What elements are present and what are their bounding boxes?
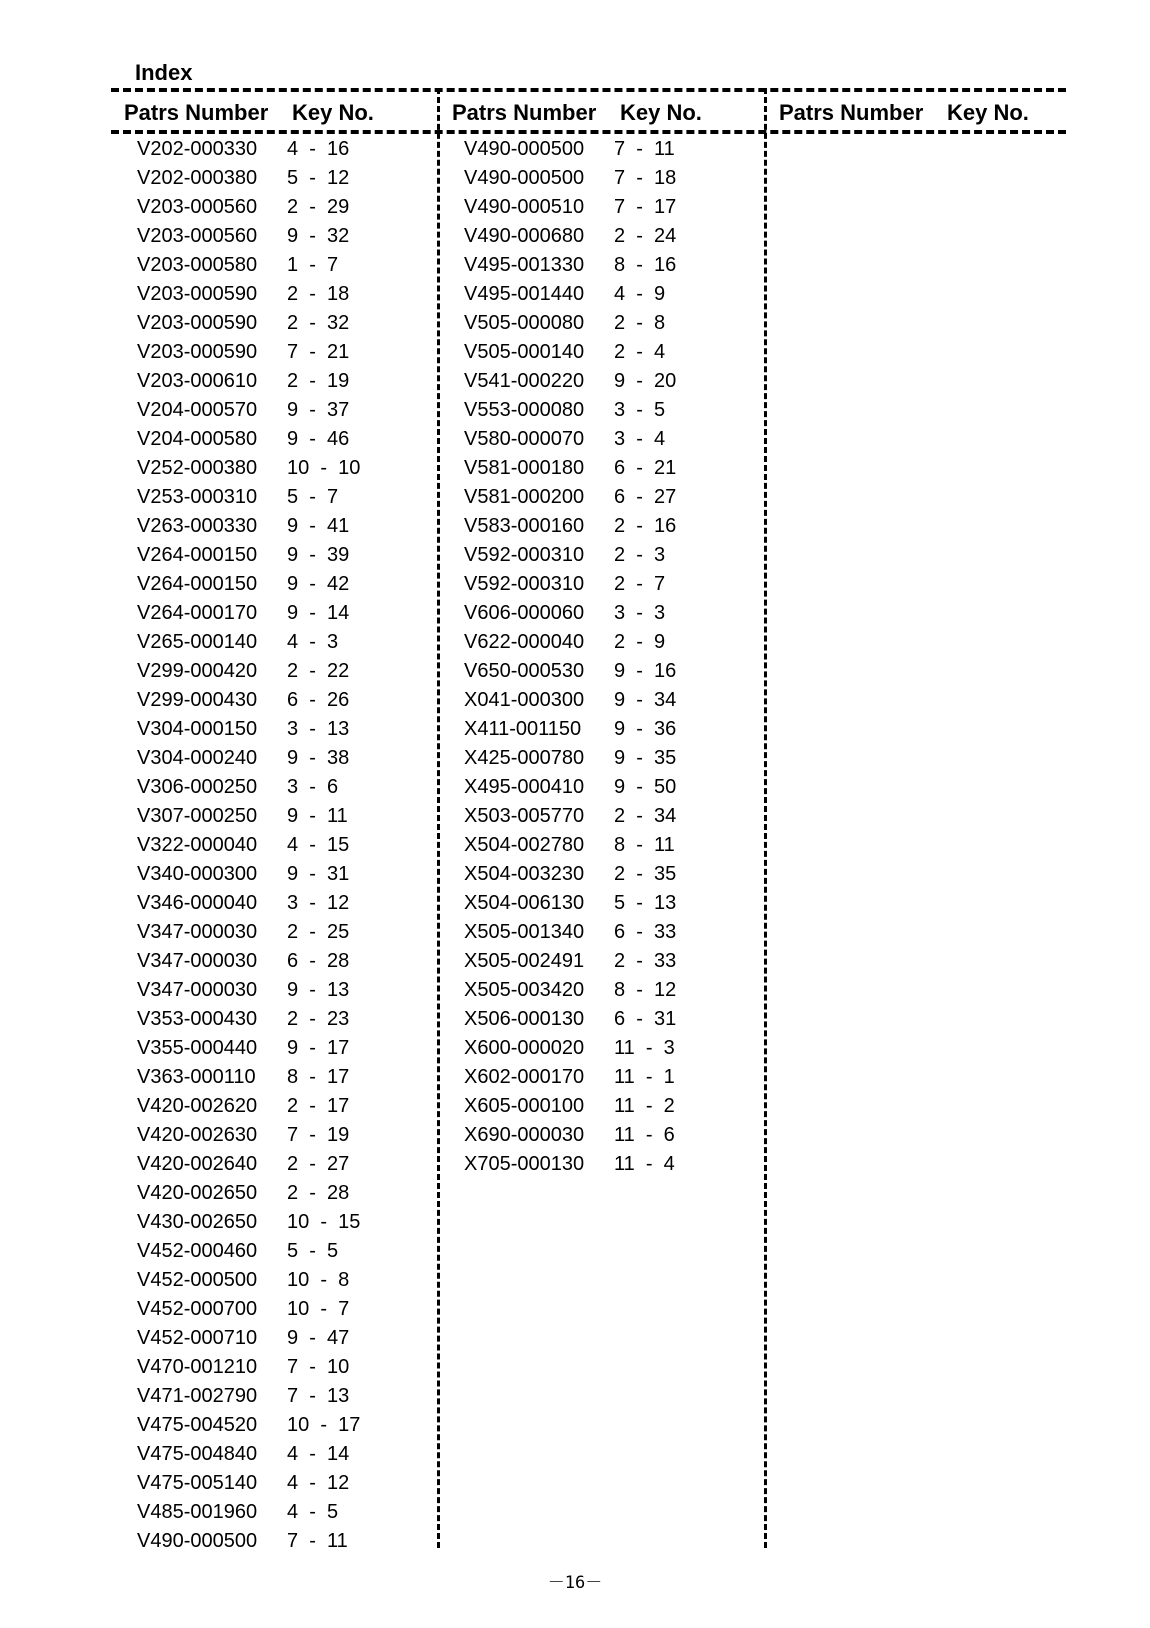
key-number: 9 - 14 (287, 602, 350, 624)
key-number: 9 - 38 (287, 747, 350, 769)
key-number: 2 - 23 (287, 1008, 350, 1030)
part-number: V490-000510 (464, 196, 585, 218)
part-number: V470-001210 (137, 1356, 258, 1378)
key-number: 4 - 5 (287, 1501, 339, 1523)
part-number: X506-000130 (464, 1008, 585, 1030)
key-number: 9 - 47 (287, 1327, 350, 1349)
key-number: 8 - 16 (614, 254, 677, 276)
key-number: 2 - 4 (614, 341, 666, 363)
part-number: V203-000590 (137, 283, 258, 305)
part-number: X505-003420 (464, 979, 585, 1001)
key-number: 10 - 7 (287, 1298, 350, 1320)
key-number: 6 - 21 (614, 457, 677, 479)
key-number: 9 - 35 (614, 747, 677, 769)
key-number: 2 - 25 (287, 921, 350, 943)
part-number: X041-000300 (464, 689, 585, 711)
key-number: 9 - 39 (287, 544, 350, 566)
key-number: 4 - 15 (287, 834, 350, 856)
key-number: 3 - 6 (287, 776, 339, 798)
header-bottom-rule (111, 130, 1066, 134)
key-no-heading: Key No. (947, 100, 1029, 125)
header-top-rule (111, 88, 1066, 92)
key-number: 2 - 8 (614, 312, 666, 334)
part-number: V505-000080 (464, 312, 585, 334)
part-number: V592-000310 (464, 573, 585, 595)
part-number: X503-005770 (464, 805, 585, 827)
part-number: V340-000300 (137, 863, 258, 885)
part-number: V299-000420 (137, 660, 258, 682)
key-number: 9 - 20 (614, 370, 677, 392)
part-number: V299-000430 (137, 689, 258, 711)
key-number: 10 - 10 (287, 457, 361, 479)
key-number: 5 - 12 (287, 167, 350, 189)
key-number: 9 - 46 (287, 428, 350, 450)
part-number: V420-002640 (137, 1153, 258, 1175)
parts-number-heading: Patrs Number (124, 100, 269, 125)
key-number: 9 - 50 (614, 776, 677, 798)
part-number: V252-000380 (137, 457, 258, 479)
part-number: V347-000030 (137, 921, 258, 943)
key-number: 11 - 2 (614, 1095, 675, 1117)
part-number: X505-001340 (464, 921, 585, 943)
key-number: 11 - 3 (614, 1037, 675, 1059)
part-number: V475-004840 (137, 1443, 258, 1465)
part-number: X602-000170 (464, 1066, 585, 1088)
part-number: X504-006130 (464, 892, 585, 914)
key-number: 2 - 29 (287, 196, 350, 218)
key-number: 2 - 24 (614, 225, 677, 247)
part-number: V490-000500 (137, 1530, 258, 1552)
key-number: 3 - 13 (287, 718, 350, 740)
part-number: X425-000780 (464, 747, 585, 769)
key-number: 3 - 12 (287, 892, 350, 914)
key-number: 3 - 4 (614, 428, 666, 450)
part-number: V347-000030 (137, 979, 258, 1001)
key-number: 7 - 18 (614, 167, 677, 189)
part-number: V264-000150 (137, 573, 258, 595)
key-number: 9 - 36 (614, 718, 677, 740)
page-number: －16－ (547, 1573, 603, 1593)
part-number: V304-000240 (137, 747, 258, 769)
part-number: V580-000070 (464, 428, 585, 450)
part-number: V553-000080 (464, 399, 585, 421)
parts-number-heading: Patrs Number (779, 100, 924, 125)
key-number: 5 - 7 (287, 486, 339, 508)
key-number: 2 - 32 (287, 312, 350, 334)
key-number: 2 - 3 (614, 544, 666, 566)
part-number: V452-000500 (137, 1269, 258, 1291)
key-number: 2 - 35 (614, 863, 677, 885)
key-number: 2 - 22 (287, 660, 350, 682)
key-number: 2 - 16 (614, 515, 677, 537)
key-number: 9 - 32 (287, 225, 350, 247)
part-number: V304-000150 (137, 718, 258, 740)
part-number: V264-000170 (137, 602, 258, 624)
key-number: 9 - 16 (614, 660, 677, 682)
key-number: 7 - 11 (614, 138, 675, 160)
part-number: X411-001150 (464, 718, 582, 740)
part-number: V490-000500 (464, 138, 585, 160)
key-number: 7 - 13 (287, 1385, 350, 1407)
part-number: V204-000570 (137, 399, 258, 421)
key-number: 9 - 41 (287, 515, 350, 537)
part-number: V583-000160 (464, 515, 585, 537)
key-number: 3 - 5 (614, 399, 666, 421)
part-number: V347-000030 (137, 950, 258, 972)
key-number: 2 - 17 (287, 1095, 350, 1117)
part-number: V471-002790 (137, 1385, 258, 1407)
part-number: V490-000500 (464, 167, 585, 189)
key-number: 4 - 3 (287, 631, 339, 653)
key-number: 7 - 21 (287, 341, 350, 363)
key-number: 4 - 14 (287, 1443, 350, 1465)
part-number: V592-000310 (464, 544, 585, 566)
key-number: 2 - 19 (287, 370, 350, 392)
part-number: V650-000530 (464, 660, 585, 682)
part-number: V307-000250 (137, 805, 258, 827)
part-number: X690-000030 (464, 1124, 585, 1146)
part-number: V475-005140 (137, 1472, 258, 1494)
key-number: 2 - 34 (614, 805, 677, 827)
key-number: 9 - 31 (287, 863, 350, 885)
part-number: V452-000710 (137, 1327, 258, 1349)
part-number: V363-000110 (137, 1066, 256, 1088)
part-number: V485-001960 (137, 1501, 258, 1523)
key-number: 5 - 13 (614, 892, 677, 914)
part-number: V622-000040 (464, 631, 585, 653)
key-number: 9 - 17 (287, 1037, 350, 1059)
part-number: X605-000100 (464, 1095, 585, 1117)
part-number: X600-000020 (464, 1037, 585, 1059)
part-number: V355-000440 (137, 1037, 258, 1059)
key-number: 4 - 16 (287, 138, 350, 160)
key-number: 9 - 11 (287, 805, 348, 827)
part-number: V346-000040 (137, 892, 258, 914)
key-number: 6 - 26 (287, 689, 350, 711)
part-number: V264-000150 (137, 544, 258, 566)
key-number: 7 - 19 (287, 1124, 350, 1146)
key-number: 9 - 37 (287, 399, 350, 421)
part-number: X495-000410 (464, 776, 585, 798)
key-number: 2 - 9 (614, 631, 666, 653)
part-number: V420-002630 (137, 1124, 258, 1146)
part-number: V430-002650 (137, 1211, 258, 1233)
key-number: 2 - 18 (287, 283, 350, 305)
key-number: 10 - 8 (287, 1269, 350, 1291)
column-divider (437, 88, 440, 1548)
part-number: V253-000310 (137, 486, 258, 508)
part-number: V505-000140 (464, 341, 585, 363)
part-number: V204-000580 (137, 428, 258, 450)
key-number: 7 - 11 (287, 1530, 348, 1552)
part-number: X705-000130 (464, 1153, 585, 1175)
part-number: V420-002650 (137, 1182, 258, 1204)
part-number: V203-000590 (137, 341, 258, 363)
key-number: 1 - 7 (287, 254, 339, 276)
key-number: 8 - 12 (614, 979, 677, 1001)
part-number: V322-000040 (137, 834, 258, 856)
key-number: 4 - 9 (614, 283, 666, 305)
key-number: 2 - 28 (287, 1182, 350, 1204)
key-number: 11 - 1 (614, 1066, 675, 1088)
key-number: 2 - 7 (614, 573, 666, 595)
parts-number-heading: Patrs Number (452, 100, 597, 125)
key-number: 11 - 4 (614, 1153, 675, 1175)
part-number: V203-000610 (137, 370, 258, 392)
part-number: V475-004520 (137, 1414, 258, 1436)
part-number: V490-000680 (464, 225, 585, 247)
part-number: V203-000580 (137, 254, 258, 276)
key-number: 8 - 17 (287, 1066, 350, 1088)
part-number: V203-000590 (137, 312, 258, 334)
part-number: X504-002780 (464, 834, 585, 856)
key-number: 2 - 27 (287, 1153, 350, 1175)
part-number: X505-002491 (464, 950, 585, 972)
key-number: 6 - 33 (614, 921, 677, 943)
key-number: 9 - 13 (287, 979, 350, 1001)
part-number: V420-002620 (137, 1095, 258, 1117)
key-number: 2 - 33 (614, 950, 677, 972)
column-divider (764, 88, 767, 1548)
key-number: 11 - 6 (614, 1124, 675, 1146)
key-number: 6 - 28 (287, 950, 350, 972)
part-number: V495-001330 (464, 254, 585, 276)
key-no-heading: Key No. (292, 100, 374, 125)
part-number: V581-000200 (464, 486, 585, 508)
part-number: V452-000460 (137, 1240, 258, 1262)
part-number: V203-000560 (137, 225, 258, 247)
key-number: 9 - 42 (287, 573, 350, 595)
part-number: V606-000060 (464, 602, 585, 624)
key-number: 10 - 17 (287, 1414, 361, 1436)
page-title: Index (135, 60, 193, 85)
key-number: 7 - 10 (287, 1356, 350, 1378)
key-number: 8 - 11 (614, 834, 675, 856)
part-number: V306-000250 (137, 776, 258, 798)
part-number: V452-000700 (137, 1298, 258, 1320)
part-number: V202-000330 (137, 138, 258, 160)
part-number: V263-000330 (137, 515, 258, 537)
part-number: V581-000180 (464, 457, 585, 479)
part-number: V541-000220 (464, 370, 585, 392)
key-no-heading: Key No. (620, 100, 702, 125)
part-number: V203-000560 (137, 196, 258, 218)
key-number: 6 - 27 (614, 486, 677, 508)
part-number: X504-003230 (464, 863, 585, 885)
key-number: 3 - 3 (614, 602, 666, 624)
part-number: V202-000380 (137, 167, 258, 189)
key-number: 9 - 34 (614, 689, 677, 711)
part-number: V353-000430 (137, 1008, 258, 1030)
part-number: V265-000140 (137, 631, 258, 653)
key-number: 5 - 5 (287, 1240, 339, 1262)
key-number: 10 - 15 (287, 1211, 361, 1233)
key-number: 7 - 17 (614, 196, 677, 218)
part-number: V495-001440 (464, 283, 585, 305)
key-number: 4 - 12 (287, 1472, 350, 1494)
key-number: 6 - 31 (614, 1008, 677, 1030)
